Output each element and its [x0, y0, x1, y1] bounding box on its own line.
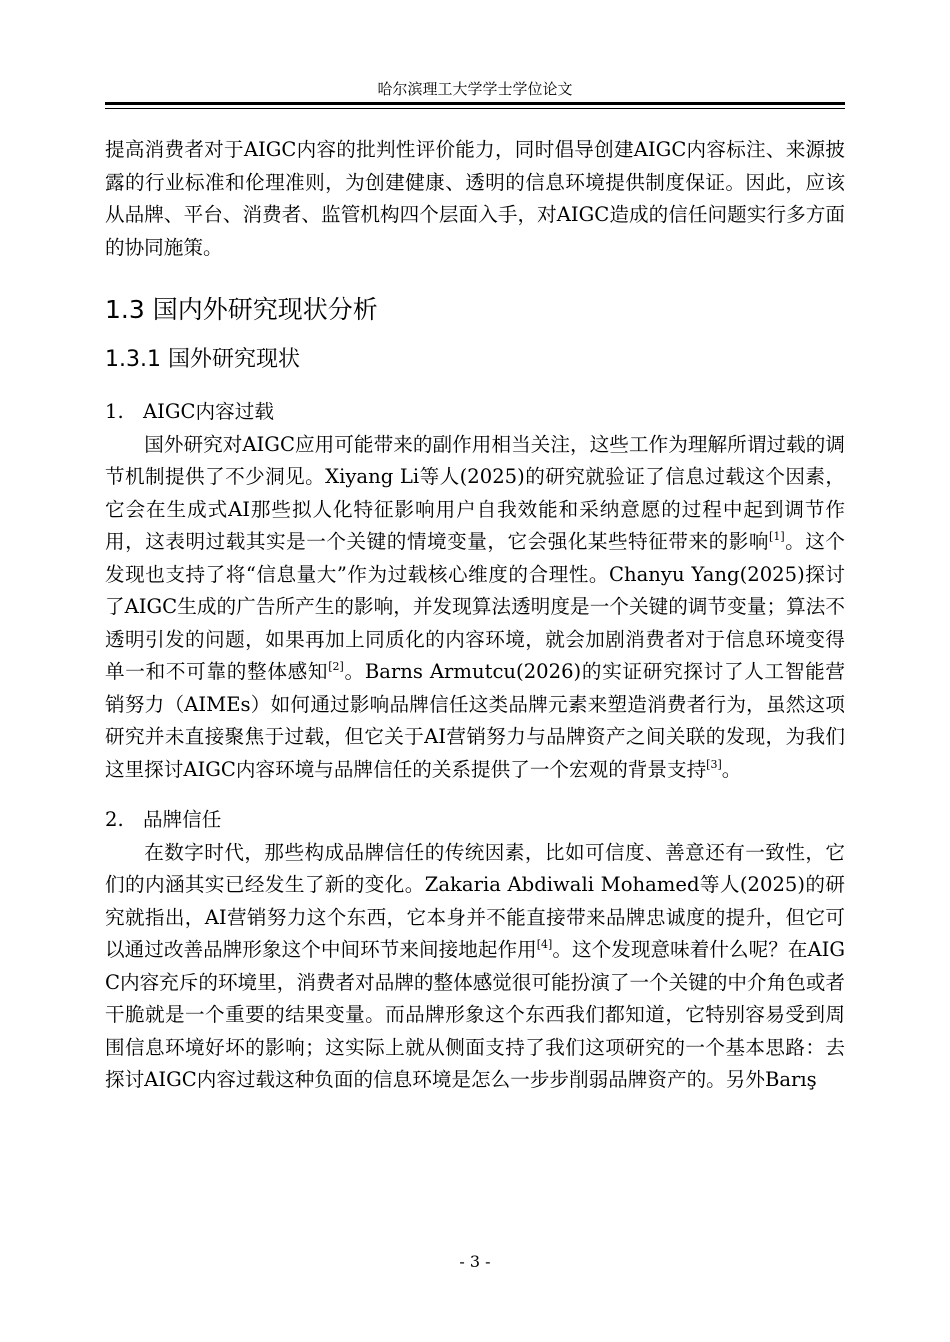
running-header: 哈尔滨理工大学学士学位论文 — [377, 80, 573, 98]
citation-1: [1] — [769, 530, 785, 543]
header-rule-thick — [105, 102, 845, 105]
item1-text-3: 。Barns Armutcu(2026)的实证研究探讨了人工智能营销努力（AIMEs）如何通过影响品牌信任这类品牌元素来塑造消费者行为，虽然这项研究并未直接聚焦于过载，但它关于AI营销努力与品牌资产之间关联的发现，为我们这里探讨AIGC内容环境与品牌信任的关系提供了一个宏观的背景支持 — [105, 660, 846, 781]
list-item-title: AIGC内容过载 — [143, 400, 274, 423]
item1-text-2: 。这个发现也支持了将“信息量大”作为过载核心维度的合理性。Chanyu Yang(2025)探讨了AIGC生成的广告所产生的影响，并发现算法透明度是一个关键的调节变量；算法不透明引发的问题，如果再加上同质化的内容环境，就会加剧消费者对于信息环境变得单一和不可靠的整体感知 — [105, 530, 846, 683]
page-body — [105, 134, 845, 1097]
list-item-1-heading — [105, 396, 845, 429]
item1-text-1: 国外研究对AIGC应用可能带来的副作用相当关注，这些工作为理解所谓过载的调节机制提供了不少洞见。Xiyang Li等人(2025)的研究就验证了信息过载这个因素，它会在生成式AI那些拟人化特征影响用户自我效能和采纳意愿的过程中起到调节作用，这表明过载其实是一个关键的情境变量，它会强化某些特征带来的影响 — [105, 432, 845, 553]
page-number: - 3 - — [459, 1252, 491, 1271]
list-item-number: 1. — [105, 400, 124, 423]
citation-4: [4] — [536, 938, 553, 951]
item2-text-1: 在数字时代，那些构成品牌信任的传统因素，比如可信度、善意还有一致性，它们的内涵其实已经发生了新的变化。Zakaria Abdiwali Mohamed等人(2025)的研究就指出，AI营销努力这个东西，它本身并不能直接带来品牌忠诚度的提升，但它可以通过改善品牌形象这个中间环节来间接地起作用 — [105, 840, 845, 961]
citation-3: [3] — [706, 757, 722, 771]
header-rule-thin — [105, 108, 845, 109]
intro-paragraph: 提高消费者对于AIGC内容的批判性评价能力，同时倡导创建AIGC内容标注、来源披露的行业标准和伦理准则，为创建健康、透明的信息环境提供制度保证。因此，应该从品牌、平台、消费者、监管机构四个层面入手，对AIGC造成的信任问题实行多方面的协同施策。 — [105, 138, 845, 259]
citation-2: [2] — [328, 660, 344, 673]
item1-text-4: 。 — [721, 757, 742, 781]
list-item-number: 2. — [105, 808, 124, 831]
subsection-heading: 1.3.1 国外研究现状 — [105, 347, 300, 372]
section-heading: 1.3 国内外研究现状分析 — [105, 295, 378, 324]
item2-text-2: 。这个发现意味着什么呢？在AIGC内容充斥的环境里，消费者对品牌的整体感觉很可能扮演了一个关键的中介角色或者干脆就是一个重要的结果变量。而品牌形象这个东西我们都知道，它特别容易受到周围信息环境好坏的影响；这实际上就从侧面支持了我们这项研究的一个基本思路：去探讨AIGC内容过载这种负面的信息环境是怎么一步步削弱品牌资产的。另外Barış — [105, 938, 846, 1091]
list-item-2-heading — [105, 804, 845, 837]
item1-paragraph — [105, 429, 845, 787]
list-item-title: 品牌信任 — [143, 808, 222, 831]
item2-paragraph — [105, 837, 845, 1097]
